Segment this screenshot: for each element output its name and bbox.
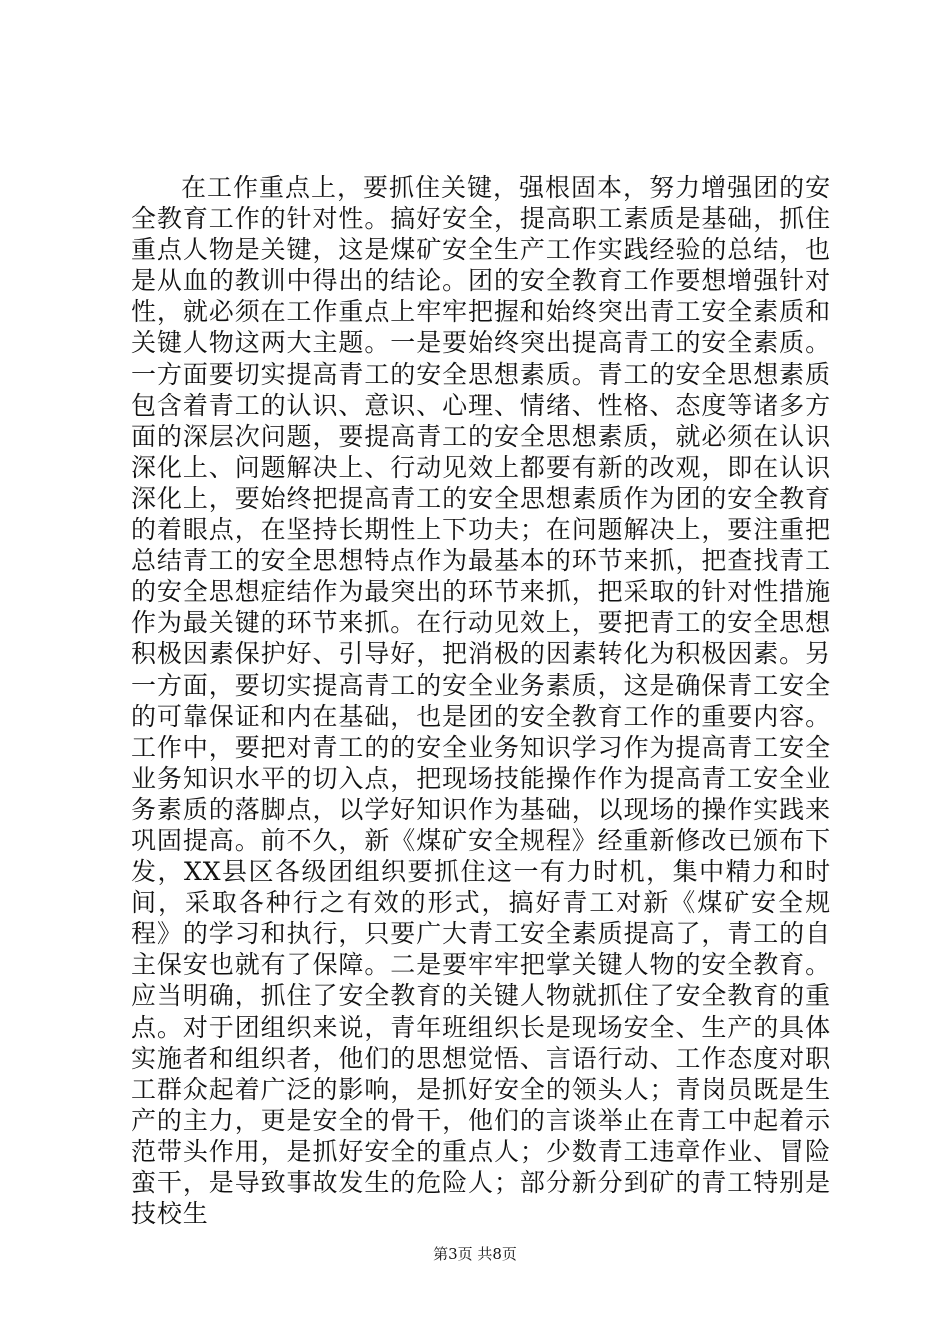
body-paragraph: 在工作重点上，要抓住关键，强根固本，努力增强团的安全教育工作的针对性。搞好安全，提高职工素质是基础，抓住重点人物是关键，这是煤矿安全生产工作实践经验的总结，也是从血的教训中得出的结论。团的安全教育工作要想增强针对性，就必须在工作重点上牢牢把握和始终突出青工安全素质和关键人物这两大主题。一是要始终突出提高青工的安全素质。一方面要切实提高青工的安全思想素质。青工的安全思想素质包含着青工的认识、意识、心理、情绪、性格、态度等诸多方面的深层次问题，要提高青工的安全思想素质，就必须在认识深化上、问题解决上、行动见效上都要有新的改观，即在认识深化上，要始终把提高青工的安全思想素质作为团的安全教育的着眼点，在坚持长期性上下功夫；在问题解决上，要注重把总结青工的安全思想特点作为最基本的环节来抓，把查找青工的安全思想症结作为最突出的环节来抓，把采取的针对性措施作为最关键的环节来抓。在行动见效上，要把青工的安全思想积极因素保护好、引导好，把消极的因素转化为积极因素。另一方面，要切实提高青工的安全业务素质，这是确保青工安全的可靠保证和内在基础，也是团的安全教育工作的重要内容。工作中，要把对青工的的安全业务知识学习作为提高青工安全业务知识水平的切入点，把现场技能操作作为提高青工安全业务素质的落脚点，以学好知识作为基础，以现场的操作实践来巩固提高。前不久，新《煤矿安全规程》经重新修改已颁布下发，XX县区各级团组织要抓住这一有力时机，集中精力和时间，采取各种行之有效的形式，搞好青工对新《煤矿安全规程》的学习和执行，只要广大青工安全素质提高了，青工的自主保安也就有了保障。二是要牢牢把掌关键人物的安全教育。应当明确，抓住了安全教育的关键人物就抓住了安全教育的重点。对于团组织来说，青年班组织长是现场安全、生产的具体实施者和组织者，他们的思想觉悟、言语行动、工作态度对职工群众起着广泛的影响，是抓好安全的领头人；青岗员既是生产的主力，更是安全的骨干，他们的言谈举止在青工中起着示范带头作用，是抓好安全的重点人；少数青工违章作业、冒险蛮干，是导致事故发生的危险人；部分新分到矿的青工特别是技校生 (131, 173, 831, 1229)
page-number-footer: 第3页 共8页 (433, 1245, 517, 1263)
